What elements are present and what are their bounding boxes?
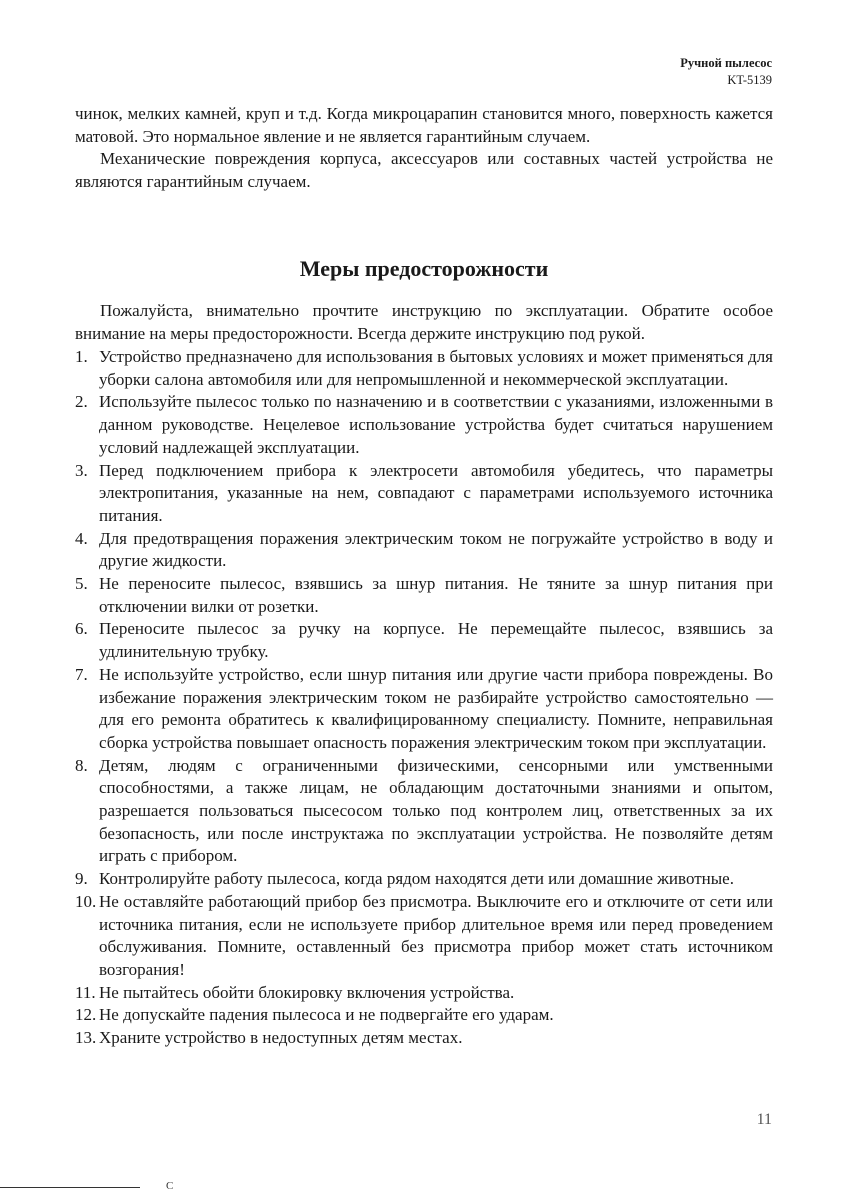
list-item xyxy=(75,664,773,755)
list-item-number: 6. xyxy=(75,619,88,639)
list-item-text: Не используйте устройство, если шнур питания или другие части прибора повреждены. Во избежание поражения электрическим током не разбирайте устройство самостоятельно — для его ремонта обратитесь к квалифицированному специалисту. Помните, неправильная сборка устройства повышает опасность поражения электрическим током при эксплуатации. xyxy=(99,664,773,752)
list-item-number: 12. xyxy=(75,1005,97,1025)
list-item-number: 11. xyxy=(75,982,96,1002)
list-item-text: Контролируйте работу пылесоса, когда рядом находятся дети или домашние животные. xyxy=(99,869,734,889)
top-text xyxy=(75,103,773,194)
list-item-number: 5. xyxy=(75,574,88,594)
list-item xyxy=(75,755,773,869)
list-item-text: Переносите пылесос за ручку на корпусе. Не перемещайте пылесос, взявшись за удлинительную трубку. xyxy=(99,619,773,662)
page-number: 11 xyxy=(756,1111,772,1128)
list-item-number: 3. xyxy=(75,460,88,480)
list-item-text: Используйте пылесос только по назначению и в соответствии с указаниями, изложенными в данном руководстве. Нецелевое использование устройства будет считаться нарушением условий надлежащей эксплуатации. xyxy=(99,392,773,457)
list-item-text: Не пытайтесь обойти блокировку включения устройства. xyxy=(99,982,515,1002)
list-item-number: 10. xyxy=(75,891,97,911)
list-item xyxy=(75,460,773,528)
running-head-title: Ручной пылесос xyxy=(680,56,772,70)
section-title: Меры предосторожности xyxy=(299,256,549,281)
list-item-text: Устройство предназначено для использования в бытовых условиях и может применяться для уборки салона автомобиля или для непромышленной и некоммерческой эксплуатации. xyxy=(99,347,773,389)
list-item xyxy=(75,982,773,1005)
list-item-text: Перед подключением прибора к электросети автомобиля убедитесь, что параметры электропитания, указанные на нем, совпадают с параметрами используемого источника питания. xyxy=(99,460,773,525)
list-item-text: Не переносите пылесос, взявшись за шнур питания. Не тяните за шнур питания при отключении вилки от розетки. xyxy=(99,574,773,616)
list-item-text: Детям, людям с ограниченными физическими, сенсорными или умственными способностями, а также лицам, не обладающим достаточными знаниями и опытом, разрешается пользоваться пысесосом только под контролем лиц, ответственных за их безопасность, или после инструктажа по эксплуатации устройства. Не позволяйте детям играть с прибором. xyxy=(99,755,773,866)
list-item xyxy=(75,618,773,663)
list-item xyxy=(75,891,773,982)
list-item-number: 1. xyxy=(75,347,88,366)
running-head-model: KT-5139 xyxy=(727,73,772,87)
precautions-list xyxy=(75,346,773,1050)
footer-divider xyxy=(0,1187,140,1188)
list-item-text: Храните устройство в недоступных детям местах. xyxy=(99,1028,463,1048)
list-item-text: Не оставляйте работающий прибор без присмотра. Выключите его и отключите от сети или источника питания, если не используете прибор длительное время или перед проведением обслуживания. Помните, оставленный без присмотра прибор может стать источником возгорания! xyxy=(99,891,773,979)
list-item-text: Не допускайте падения пылесоса и не подвергайте его ударам. xyxy=(99,1005,554,1025)
list-item xyxy=(75,1004,773,1027)
section-intro: Пожалуйста, внимательно прочтите инструкцию по эксплуатации. Обратите особое внимание на меры предосторожности. Всегда держите инструкцию под рукой. xyxy=(75,301,773,343)
list-item-text: Для предотвращения поражения электрическим током не погружайте устройство в воду и другие жидкости. xyxy=(99,528,773,571)
list-item-number: 8. xyxy=(75,755,88,775)
list-item xyxy=(75,1027,773,1050)
list-item xyxy=(75,868,773,891)
list-item-number: 13. xyxy=(75,1028,97,1048)
list-item xyxy=(75,391,773,459)
list-item-number: 4. xyxy=(75,528,88,548)
list-item-number: 9. xyxy=(75,869,88,889)
paragraph-continuation: чинок, мелких камней, круп и т.д. Когда микроцарапин становится много, поверхность кажется матовой. Это нормальное явление и не является гарантийным случаем. xyxy=(75,104,773,146)
list-item xyxy=(75,346,773,391)
running-head xyxy=(680,55,772,89)
list-item-number: 7. xyxy=(75,664,88,684)
paragraph-damage: Механические повреждения корпуса, аксессуаров или составных частей устройства не являются гарантийным случаем. xyxy=(75,149,773,192)
list-item xyxy=(75,573,773,618)
list-item-number: 2. xyxy=(75,392,88,412)
footer-mark: С xyxy=(166,1180,174,1192)
list-item xyxy=(75,528,773,573)
